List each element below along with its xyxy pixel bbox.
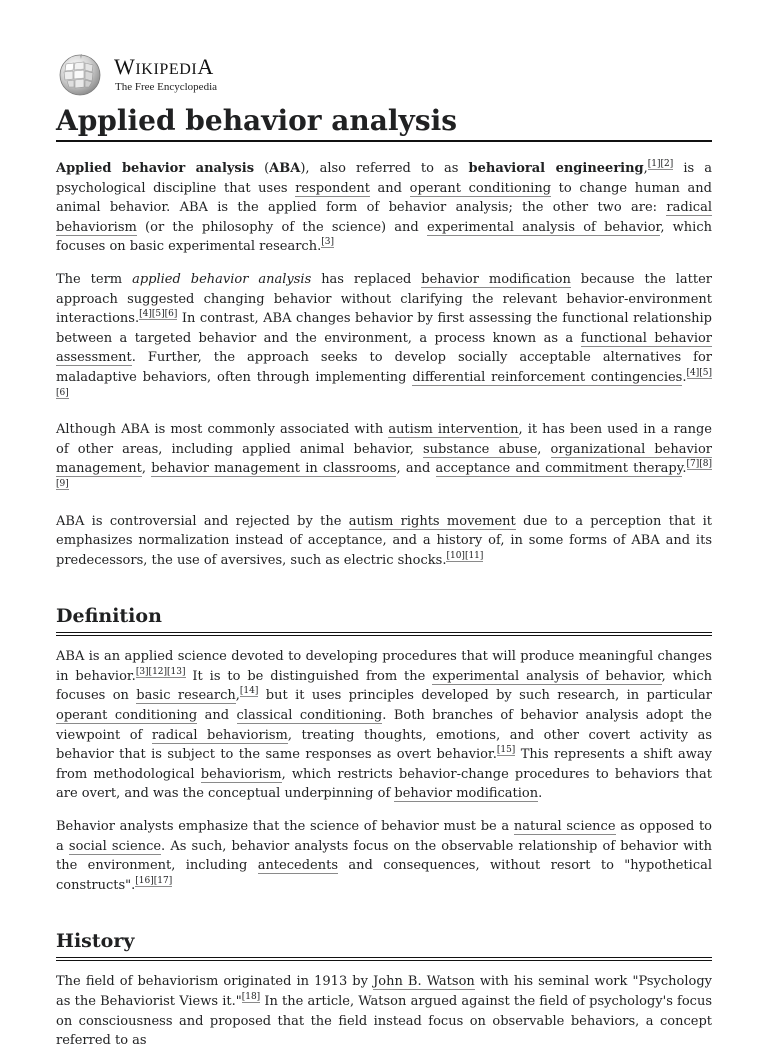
link-behavior-modification[interactable]: behavior modification (394, 786, 539, 802)
page-title: Applied behavior analysis (56, 104, 712, 142)
link-operant-conditioning[interactable]: operant conditioning (56, 708, 198, 724)
link-behaviorism[interactable]: behaviorism (200, 766, 282, 782)
citation-ref[interactable]: [4][5][6] (139, 309, 178, 320)
link-radical-behaviorism[interactable]: radical behaviorism (151, 727, 288, 743)
citation-ref[interactable]: [15] (496, 745, 516, 756)
wikipedia-wordmark[interactable] (56, 54, 712, 96)
link-experimental-analysis-of-behavior[interactable]: experimental analysis of behavior (432, 668, 662, 684)
link-antecedents[interactable]: antecedents (257, 858, 338, 874)
citation-ref[interactable]: [7][8][9] (56, 459, 713, 489)
link-autism-intervention[interactable]: autism intervention (388, 422, 519, 438)
definition-paragraph-1: ABA is an applied science devoted to developing procedures that will produce meaningful changes in behavior.[3][12][13] It is to be distinguished from the experimental analysis of behavior, which focuses on basic research,[14] but it uses principles developed by such research, in particular operant conditioning and classical conditioning. Both branches of behavior analysis adopt the viewpoint of radical behaviorism, treating thoughts, emotions, and other covert activity as behavior that is subject to the same responses as overt behavior.[15] This represents a shift away from methodological behaviorism, which restricts behavior-change procedures to behaviors that are overt, and was the conceptual underpinning of behavior modification. (56, 649, 712, 802)
link-substance-abuse[interactable]: substance abuse (423, 441, 538, 457)
wordmark-tagline: The Free Encyclopedia (115, 81, 218, 93)
citation-ref[interactable]: [1][2] (647, 159, 674, 169)
link-organizational-behavior-management[interactable]: organizational behavior management (56, 441, 713, 477)
link-autism-rights-movement[interactable]: autism rights movement (348, 513, 516, 529)
citation-ref[interactable]: [3][12][13] (135, 666, 186, 677)
link-functional-behavior-assessment[interactable]: functional behavior assessment (56, 330, 713, 366)
citation-ref[interactable]: [3] (321, 237, 334, 248)
link-classical-conditioning[interactable]: classical conditioning (236, 708, 383, 724)
link-social-science[interactable]: social science (68, 838, 162, 854)
section-heading-history: History (56, 928, 712, 961)
intro-paragraph-1: Applied behavior analysis (ABA), also referred to as behavioral engineering,[1][2] is a psychological discipline that uses respondent and operant conditioning to change human and animal behavior. ABA is the applied form of behavior analysis; the other two are: radical behaviorism (or the philosophy of the science) and experimental analysis of behavior, which focuses on basic experimental research.[3] (56, 159, 712, 255)
citation-ref[interactable]: [10][11] (446, 550, 484, 561)
citation-ref[interactable]: [16][17] (135, 875, 173, 886)
bold-term: ABA (269, 161, 301, 176)
section-heading-definition: Definition (56, 603, 712, 636)
wikipedia-globe-icon[interactable] (56, 54, 104, 96)
citation-ref[interactable]: [4][5][6] (56, 367, 712, 398)
link-operant-conditioning[interactable]: operant conditioning (409, 180, 552, 196)
citation-ref[interactable]: [18] (241, 992, 261, 1002)
intro-paragraph-4: ABA is controversial and rejected by the autism rights movement due to a perception that it emphasizes normalization instead of acceptance, and a history of, in some forms of ABA and its predecessors, the use of aversives, such as electric shocks.[10][11] (56, 513, 713, 568)
italic-term: applied behavior analysis (132, 271, 312, 287)
link-behavior-modification[interactable]: behavior modification (421, 271, 571, 287)
link-experimental-analysis-of-behavior[interactable]: experimental analysis of behavior (426, 219, 661, 235)
link-behavior-management-in-classrooms[interactable]: behavior management in classrooms (151, 461, 397, 477)
bold-term: behavioral engineering (468, 161, 644, 176)
article-page (56, 0, 712, 1051)
link-differential-reinforcement[interactable]: differential reinforcement contingencies (412, 369, 683, 385)
intro-paragraph-2: The term applied behavior analysis has replaced behavior modification because the latter approach suggested changing behavior without clarifying the relevant behavior-environment interactions.[4][5][6] In contrast, ABA changes behavior by first assessing the functional relationship between a targeted behavior and the environment, a process known as a functional behavior assessment. Further, the approach seeks to develop socially acceptable alternatives for maladaptive behaviors, often through implementing differential reinforcement contingencies.[4][5][6] (56, 271, 713, 398)
citation-ref[interactable]: [14] (239, 686, 259, 697)
definition-paragraph-2: Behavior analysts emphasize that the science of behavior must be a natural science as opposed to a social science. As such, behavior analysts focus on the observable relationship of behavior with the environment, including antecedents and consequences, without resort to "hypothetical constructs".[16][17] (56, 819, 713, 893)
link-acceptance-and-commitment-therapy[interactable]: acceptance and commitment therapy (435, 461, 683, 477)
history-paragraph-1: The field of behaviorism originated in 1913 by John B. Watson with his seminal work "Psychology as the Behaviorist Views it."[18] In the article, Watson argued against the field of psychology's focus on consciousness and proposed that the field instead focus on observable behaviors, a concept referred to as (56, 974, 713, 1049)
link-basic-research[interactable]: basic research (136, 688, 236, 704)
bold-term: Applied behavior analysis (56, 161, 255, 176)
wordmark-name: WIKIPEDIA (114, 54, 214, 79)
link-radical-behaviorism[interactable]: radical behaviorism (56, 200, 712, 235)
intro-paragraph-3: Although ABA is most commonly associated with autism intervention, it has been used in a range of other areas, including applied animal behavior, substance abuse, organizational behavior management, behavior management in classrooms, and acceptance and commitment therapy.[7][8][9] (56, 422, 713, 489)
link-john-b-watson[interactable]: John B. Watson (373, 974, 475, 990)
link-natural-science[interactable]: natural science (513, 819, 616, 835)
link-respondent[interactable]: respondent (295, 180, 370, 196)
